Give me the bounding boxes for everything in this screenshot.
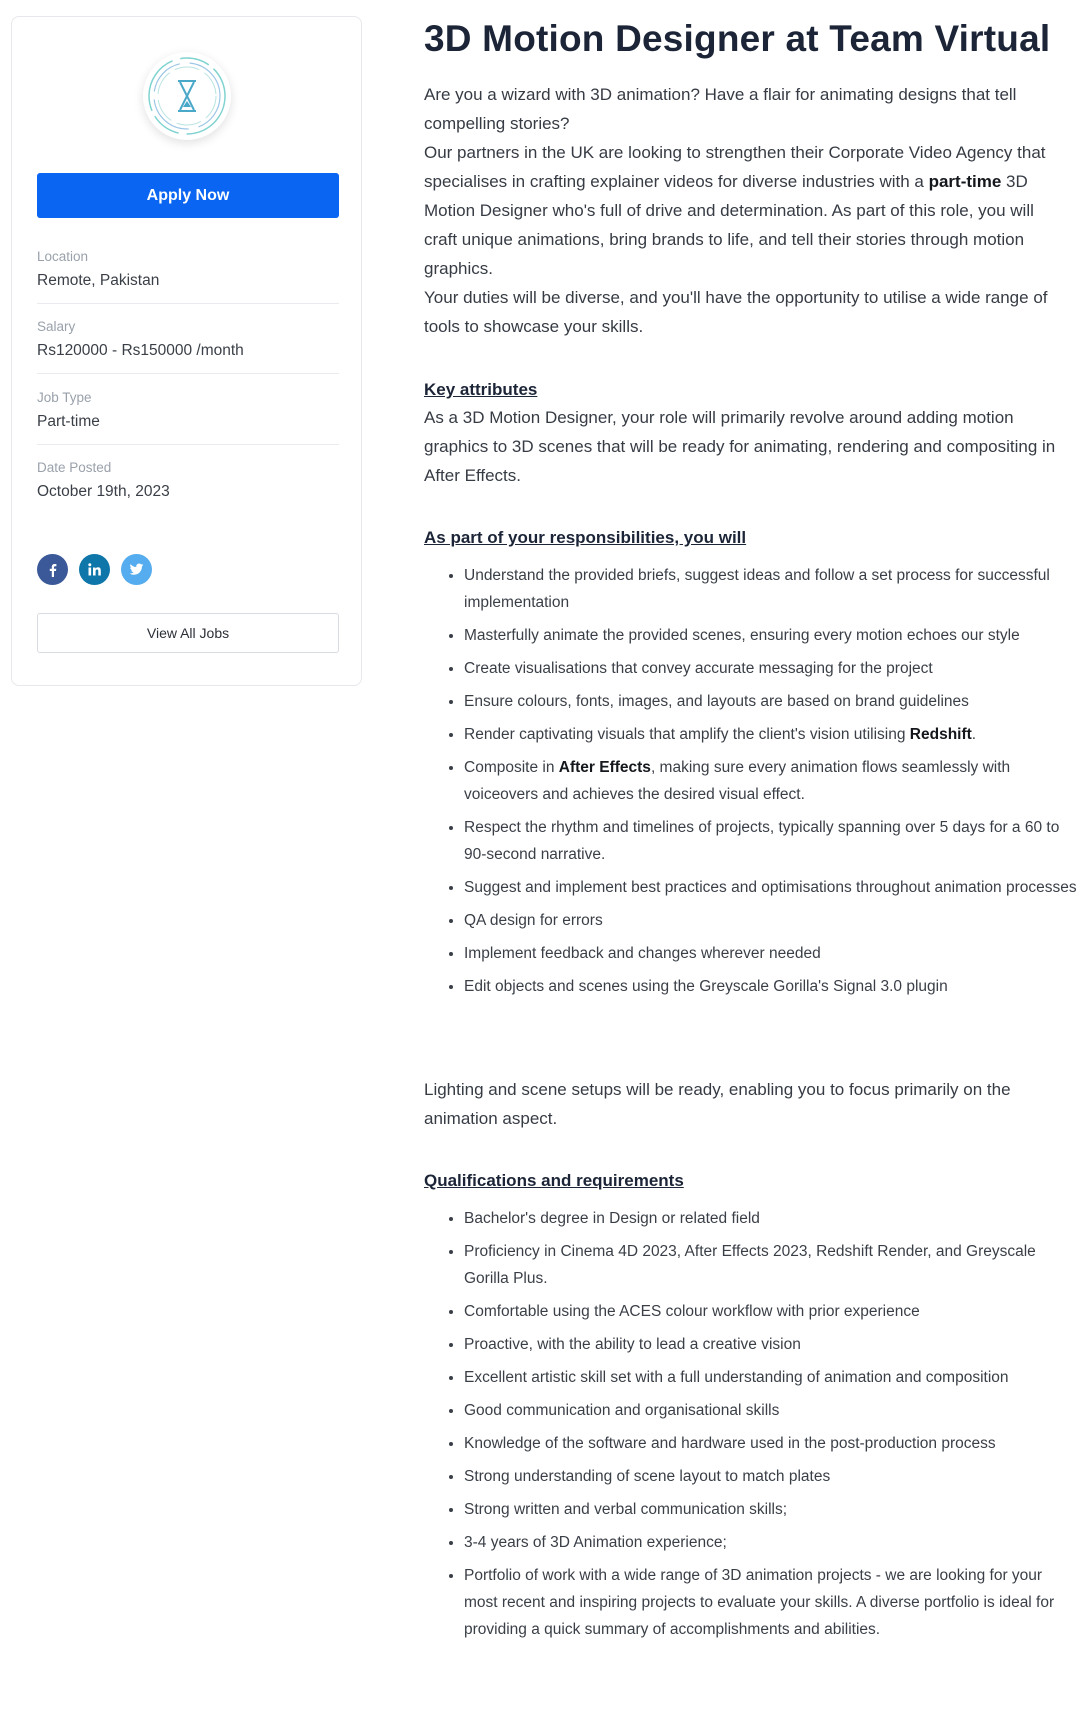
twitter-icon	[129, 562, 144, 577]
intro-emphasis: part-time	[928, 172, 1002, 191]
list-item: • Excellent artistic skill set with a full understanding of animation and composition	[464, 1364, 1079, 1391]
divider	[37, 373, 339, 374]
list-item: • Good communication and organisational skills	[464, 1397, 1079, 1424]
list-item: • Comfortable using the ACES colour workflow with prior experience	[464, 1298, 1079, 1325]
list-item	[464, 721, 1079, 748]
linkedin-icon	[87, 562, 102, 577]
list-item: • Respect the rhythm and timelines of projects, typically spanning over 5 days for a 60 to 90-second narrative.	[464, 814, 1079, 868]
location-value: Remote, Pakistan	[37, 272, 160, 289]
date-posted-label: Date Posted	[37, 460, 112, 475]
list-item	[464, 754, 1079, 808]
list-item-emphasis: Redshift	[909, 726, 972, 743]
list-item: • Masterfully animate the provided scenes, ensuring every motion echoes our style	[464, 622, 1079, 649]
list-item-text: .	[971, 726, 977, 743]
intro-text: 3D Motion Designer who's full of drive and determination. As part of this role, you will craft unique animations, bring brands to life, and tell their stories through motion graphics.	[424, 172, 1034, 278]
list-item: • Proficiency in Cinema 4D 2023, After Effects 2023, Redshift Render, and Greyscale Gorilla Plus.	[464, 1238, 1079, 1292]
job-type-label: Job Type	[37, 390, 92, 405]
facebook-icon	[45, 562, 60, 577]
list-item: • Bachelor's degree in Design or related field	[464, 1205, 1079, 1232]
list-item: • Strong written and verbal communication skills;	[464, 1496, 1079, 1523]
divider	[37, 303, 339, 304]
key-attributes-heading: Key attributes	[424, 380, 538, 399]
intro-paragraph	[424, 138, 1064, 283]
key-attributes-text: As a 3D Motion Designer, your role will primarily revolve around adding motion graphics to 3D scenes that will be ready for animating, rendering and compositing in After Effects.	[424, 408, 1056, 485]
divider	[37, 444, 339, 445]
list-item-text: , making sure every animation flows seamlessly with voiceovers and achieves the desired visual effect.	[464, 759, 1011, 803]
job-type-meta	[37, 390, 339, 431]
list-item: • Understand the provided briefs, suggest ideas and follow a set process for successful implementation	[464, 562, 1079, 616]
date-posted-value: October 19th, 2023	[37, 483, 170, 500]
intro-paragraph: Are you a wizard with 3D animation? Have a flair for animating designs that tell compelling stories?	[424, 85, 1017, 133]
list-item: • Create visualisations that convey accurate messaging for the project	[464, 655, 1079, 682]
list-item: • Implement feedback and changes wherever needed	[464, 940, 1079, 967]
facebook-share-button[interactable]	[37, 554, 68, 585]
list-item-emphasis: After Effects	[558, 759, 651, 776]
salary-label: Salary	[37, 319, 76, 334]
page-title: 3D Motion Designer at Team Virtual	[424, 18, 1051, 59]
list-item-text: Render captivating visuals that amplify the client's vision utilising	[464, 726, 910, 743]
twitter-share-button[interactable]	[121, 554, 152, 585]
linkedin-share-button[interactable]	[79, 554, 110, 585]
list-item: • Suggest and implement best practices and optimisations throughout animation processes	[464, 874, 1079, 901]
responsibilities-closing: Lighting and scene setups will be ready, enabling you to focus primarily on the animation aspect.	[424, 1080, 1011, 1128]
list-item: • 3-4 years of 3D Animation experience;	[464, 1529, 1079, 1556]
view-all-jobs-button[interactable]: View All Jobs	[37, 613, 339, 653]
responsibilities-list	[442, 562, 1079, 1006]
list-item: • Strong understanding of scene layout to match plates	[464, 1463, 1079, 1490]
location-meta	[37, 249, 339, 290]
date-posted-meta	[37, 460, 339, 501]
hourglass-icon	[143, 52, 231, 140]
job-type-value: Part-time	[37, 413, 100, 430]
qualifications-list	[442, 1205, 1079, 1649]
apply-now-button[interactable]: Apply Now	[37, 173, 339, 218]
responsibilities-heading: As part of your responsibilities, you will	[424, 528, 747, 547]
list-item-text: Composite in	[464, 759, 559, 776]
salary-meta	[37, 319, 339, 360]
company-logo	[143, 52, 231, 140]
list-item: • Portfolio of work with a wide range of 3D animation projects - we are looking for your most recent and inspiring projects to evaluate your skills. A diverse portfolio is ideal for providing a quick summary of accomplishments and abilities.	[464, 1562, 1079, 1643]
list-item: • Proactive, with the ability to lead a creative vision	[464, 1331, 1079, 1358]
list-item: • Knowledge of the software and hardware used in the post-production process	[464, 1430, 1079, 1457]
location-label: Location	[37, 249, 89, 264]
list-item: • Edit objects and scenes using the Greyscale Gorilla's Signal 3.0 plugin	[464, 973, 1079, 1000]
job-sidebar-card	[11, 16, 362, 686]
list-item: • Ensure colours, fonts, images, and layouts are based on brand guidelines	[464, 688, 1079, 715]
intro-paragraph: Your duties will be diverse, and you'll have the opportunity to utilise a wide range of tools to showcase your skills.	[424, 288, 1048, 336]
list-item: • QA design for errors	[464, 907, 1079, 934]
salary-value: Rs120000 - Rs150000 /month	[37, 342, 244, 359]
qualifications-heading: Qualifications and requirements	[424, 1171, 684, 1190]
intro-text: Our partners in the UK are looking to strengthen their Corporate Video Agency that specialises in crafting explainer videos for diverse industries with a	[424, 143, 1046, 191]
